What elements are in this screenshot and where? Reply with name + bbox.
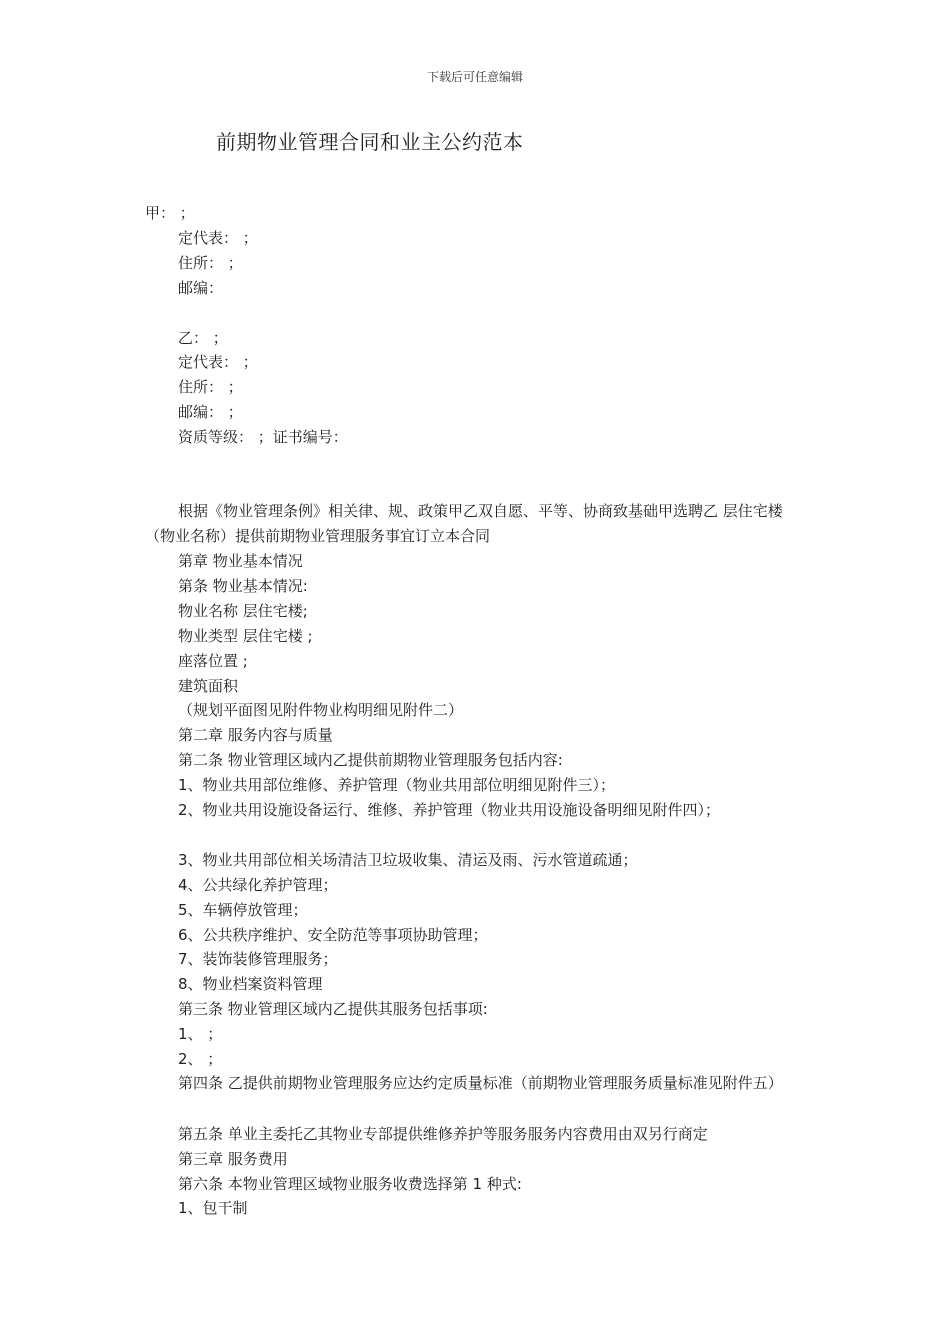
article4: 第四条 乙提供前期物业管理服务应达约定质量标准（前期物业管理服务质量标准见附件五） — [178, 1074, 783, 1092]
list-item: 7、装饰装修管理服务； — [178, 950, 338, 968]
chapter3-heading: 第三章 服务费用 — [178, 1150, 288, 1168]
document-title: 前期物业管理合同和业主公约范本 — [216, 130, 524, 154]
article6: 第六条 本物业管理区域物业服务收费选择第 1 种式: — [178, 1175, 522, 1193]
intro-paragraph: 根据《物业管理条例》相关律、规、政策甲乙双自愿、平等、协商致基础甲选聘乙 层住宅楼（物业名称）提供前期物业管理服务事宜订立本合同 — [145, 502, 783, 545]
party-b-address: 住所： ； — [178, 378, 243, 396]
header-note: 下载后可任意编辑 — [426, 70, 523, 84]
list-item: 2、物业共用设施设备运行、维修、养护管理（物业共用设施设备明细见附件四）； — [178, 801, 721, 819]
party-b-rep: 定代表： ； — [178, 353, 258, 371]
chapter1-heading: 第章 物业基本情况 — [178, 552, 303, 570]
chapter2-heading: 第二章 服务内容与质量 — [178, 726, 333, 744]
list-item: 1、物业共用部位维修、养护管理（物业共用部位明细见附件三）； — [178, 776, 616, 794]
list-item: 3、物业共用部位相关场清洁卫垃圾收集、清运及雨、污水管道疏通； — [178, 851, 638, 869]
party-b-label: 乙： ； — [178, 329, 228, 347]
party-a-address: 住所： ； — [178, 254, 243, 272]
party-a-label: 甲： ； — [145, 204, 195, 222]
article3: 第三条 物业管理区域内乙提供其服务包括事项: — [178, 1000, 488, 1018]
party-b-qualification: 资质等级： ；证书编号： — [178, 428, 348, 446]
property-location: 座落位置 ; — [178, 652, 248, 670]
list-item: 6、公共秩序维护、安全防范等事项协助管理； — [178, 926, 488, 944]
article3-item: 1、 ； — [178, 1025, 223, 1043]
article5: 第五条 单业主委托乙其物业专部提供维修养护等服务服务内容费用由双另行商定 — [178, 1125, 708, 1143]
party-a-rep: 定代表： ； — [178, 229, 258, 247]
fee-option-1: 1、包干制 — [178, 1199, 248, 1217]
article3-item: 2、 ； — [178, 1050, 223, 1068]
list-item: 4、公共绿化养护管理； — [178, 876, 338, 894]
property-area: 建筑面积 — [178, 677, 239, 695]
property-note: （规划平面图见附件物业构明细见附件二） — [178, 701, 464, 719]
property-type: 物业类型 层住宅楼 ; — [178, 627, 313, 645]
party-b-postcode: 邮编： ； — [178, 403, 243, 421]
article2: 第二条 物业管理区域内乙提供前期物业管理服务包括内容: — [178, 751, 563, 769]
party-a-postcode: 邮编： — [178, 279, 224, 297]
list-item: 8、物业档案资料管理 — [178, 975, 323, 993]
list-item: 5、车辆停放管理； — [178, 901, 308, 919]
article1: 第条 物业基本情况: — [178, 577, 308, 595]
property-name: 物业名称 层住宅楼; — [178, 602, 308, 620]
